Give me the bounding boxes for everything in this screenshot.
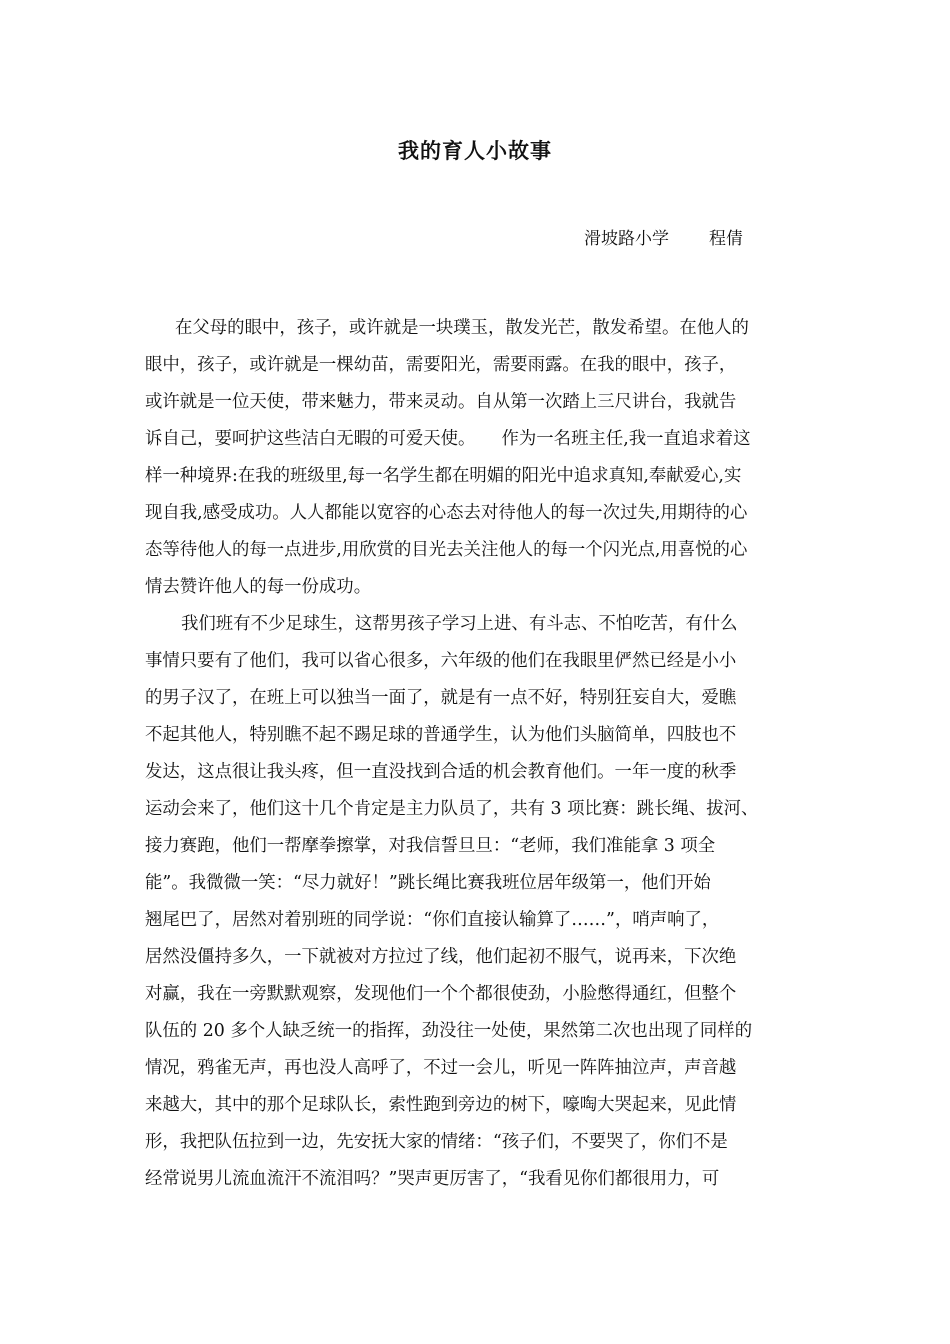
text-line: 运动会来了，他们这十几个肯定是主力队员了，共有 3 项比赛：跳长绳、拔河、 — [145, 799, 759, 819]
text-line: 对赢，我在一旁默默观察，发现他们一个个都很使劲，小脸憋得通红，但整个 — [145, 984, 737, 1004]
text-line: 的男子汉了，在班上可以独当一面了，就是有一点不好，特别狂妄自大，爱瞧 — [145, 688, 737, 708]
text-line: 在父母的眼中，孩子，或许就是一块璞玉，散发光芒，散发希望。在他人的 — [175, 318, 749, 338]
text-line: 事情只要有了他们，我可以省心很多，六年级的他们在我眼里俨然已经是小小 — [145, 651, 737, 671]
text-line: 发达，这点很让我头疼，但一直没找到合适的机会教育他们。一年一度的秋季 — [145, 762, 737, 782]
text-line: 队伍的 20 多个人缺乏统一的指挥，劲没往一处使，果然第二次也出现了同样的 — [145, 1021, 753, 1041]
text-line: 或许就是一位天使，带来魅力，带来灵动。自从第一次踏上三尺讲台，我就告 — [145, 392, 737, 412]
text-line: 态等待他人的每一点进步,用欣赏的目光去关注他人的每一个闪光点,用喜悦的心 — [145, 540, 748, 560]
text-line: 翘尾巴了，居然对着别班的同学说：“你们直接认输算了……”，哨声响了， — [145, 910, 720, 930]
text-line: 来越大，其中的那个足球队长，索性跑到旁边的树下，嚎啕大哭起来，见此情 — [145, 1095, 737, 1115]
author-line — [584, 226, 743, 252]
text-line: 样一种境界:在我的班级里,每一名学生都在明媚的阳光中追求真知,奉献爱心,实 — [145, 466, 742, 486]
text-line: 能”。我微微一笑：“尽力就好！”跳长绳比赛我班位居年级第一，他们开始 — [145, 873, 711, 893]
text-line: 居然没僵持多久，一下就被对方拉过了线，他们起初不服气，说再来，下次绝 — [145, 947, 737, 967]
text-line: 接力赛跑，他们一帮摩拳擦掌，对我信誓旦旦：“老师，我们准能拿 3 项全 — [145, 836, 716, 856]
text-line: 经常说男儿流血流汗不流泪吗？”哭声更厉害了，“我看见你们都很用力，可 — [145, 1169, 720, 1189]
text-line: 我们班有不少足球生，这帮男孩子学习上进、有斗志、不怕吃苦，有什么 — [181, 614, 738, 634]
document-body — [145, 310, 809, 1198]
text-line: 诉自己，要呵护这些洁白无暇的可爱天使。 作为一名班主任,我一直追求着这 — [145, 429, 751, 449]
text-line: 情况，鸦雀无声，再也没人高呼了，不过一会儿，听见一阵阵抽泣声，声音越 — [145, 1058, 737, 1078]
text-line: 情去赞许他人的每一份成功。 — [145, 577, 372, 597]
text-line: 形，我把队伍拉到一边，先安抚大家的情绪：“孩子们，不要哭了，你们不是 — [145, 1132, 728, 1152]
author-name: 程倩 — [709, 229, 743, 249]
author-school: 滑坡路小学 — [584, 229, 669, 249]
document-title: 我的育人小故事 — [398, 139, 552, 163]
text-line: 现自我,感受成功。人人都能以宽容的心态去对待他人的每一次过失,用期待的心 — [145, 503, 748, 523]
text-line: 不起其他人，特别瞧不起不踢足球的普通学生，认为他们头脑简单，四肢也不 — [145, 725, 737, 745]
text-line: 眼中，孩子，或许就是一棵幼苗，需要阳光，需要雨露。在我的眼中，孩子， — [145, 355, 737, 375]
